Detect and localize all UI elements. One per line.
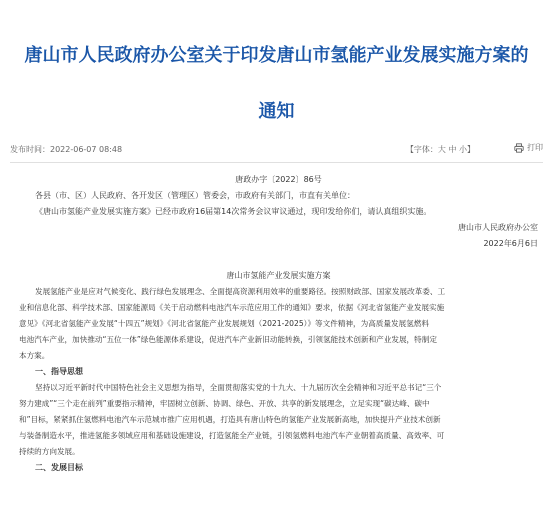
issue-date: 2022年6月6日 <box>483 239 538 248</box>
intro-line-1: 发展氢能产业是应对气候变化、践行绿色发展理念、全面提高资源利用效率的重要路径。按照财政部、国家发展改革委、工 <box>35 287 446 296</box>
publish-date: 发布时间：2022-06-07 08:48 <box>10 145 123 154</box>
font-size-controls <box>406 144 475 155</box>
article-body <box>19 172 538 476</box>
section-1-line-2: 努力建成”“三个走在前列”重要指示精神，牢固树立创新、协调、绿色、开放、共享的新发展理念，立足实现“碳达峰、碳中 <box>19 399 430 408</box>
printer-icon <box>514 143 524 153</box>
section-1-line-1: 坚持以习近平新时代中国特色社会主义思想为指导，全面贯彻落实党的十九大、十九届历次全会精神和习近平总书记“三个 <box>35 383 442 392</box>
font-size-small-button[interactable]: 小 <box>459 145 467 154</box>
section-1-heading: 一、指导思想 <box>35 367 83 376</box>
print-label: 打印 <box>527 143 543 152</box>
section-1-line-4: 与装备制造水平，推进氢能多领域应用和基础设施建设，打造氢能全产业链，引领氢燃料电池汽车产业朝着高质量、高效率、可 <box>19 431 445 440</box>
plan-title: 唐山市氢能产业发展实施方案 <box>226 271 331 280</box>
doc-number: 唐政办字〔2022〕86号 <box>235 175 322 184</box>
article-title <box>0 28 553 140</box>
font-size-label: 【字体： <box>405 145 438 154</box>
section-2-heading: 二、发展目标 <box>35 463 83 472</box>
font-size-large-button[interactable]: 大 <box>437 145 446 154</box>
section-1-line-3: 和”目标，紧紧抓住氢燃料电池汽车示范城市推广应用机遇，打造具有唐山特色的氢能产业发展新高地，加快提升产业技术创新 <box>19 415 441 424</box>
section-1-line-5: 持续的方向发展。 <box>19 447 80 456</box>
recipients: 各县（市、区）人民政府、各开发区（管理区）管委会，市政府有关部门，市直有关单位： <box>35 191 355 200</box>
meta-divider <box>10 162 543 163</box>
title-line-2: 通知 <box>258 101 295 122</box>
article-meta <box>10 142 543 158</box>
print-button[interactable] <box>514 142 543 153</box>
intro-line-3: 意见》《河北省氢能产业发展“十四五”规划》《河北省氢能产业发展规划（2021-2025）》等文件精神，为高质量发展氢燃料 <box>19 319 429 328</box>
spacer <box>19 252 538 268</box>
intro-line-2: 业和信息化部、科学技术部、国家能源局《关于启动燃料电池汽车示范应用工作的通知》要求，依据《河北省氢能产业发展实施 <box>19 303 445 312</box>
font-size-medium-button[interactable]: 中 <box>448 145 457 154</box>
intro-line-4: 电池汽车产业，加快推动“五位一体”绿色能源体系建设，促进汽车产业新旧动能转换，引领氢能技术创新和产业发展，特制定 <box>19 335 437 344</box>
title-line-1: 唐山市人民政府办公室关于印发唐山市氢能产业发展实施方案的 <box>24 45 529 66</box>
notice-text: 《唐山市氢能产业发展实施方案》已经市政府16届第14次常务会议审议通过，现印发给你们，请认真组织实施。 <box>35 207 432 216</box>
font-size-close: 】 <box>467 145 475 154</box>
issuer: 唐山市人民政府办公室 <box>458 223 538 232</box>
intro-line-5: 本方案。 <box>19 351 50 360</box>
